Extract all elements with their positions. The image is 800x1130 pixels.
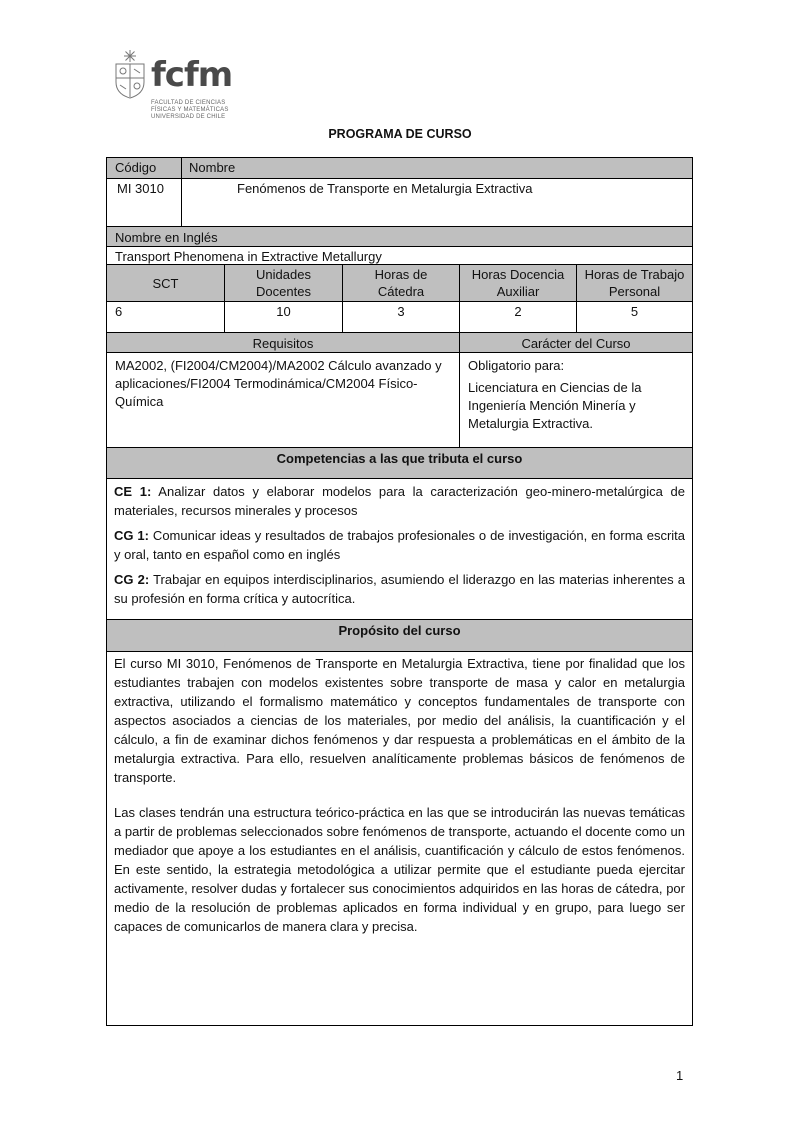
- character-box: [459, 353, 692, 447]
- code-name-row: [107, 178, 692, 226]
- horas-personal-value: 5: [576, 302, 692, 332]
- course-code: MI 3010: [117, 181, 164, 196]
- page-number: 1: [676, 1068, 684, 1083]
- requirements-text: MA2002, (FI2004/CM2004)/MA2002 Cálculo avanzado y aplicaciones/FI2004 Termodinámica/CM2004 Físico-Química: [115, 358, 442, 409]
- character-line1: Obligatorio para:: [468, 358, 565, 373]
- credits-header-row: [107, 264, 692, 301]
- competencias-label: Competencias a las que tributa el curso: [276, 451, 523, 466]
- proposito-paragraph-2: Las clases tendrán una estructura teórico-práctica en las que se introducirán las nuevas temáticas a partir de problemas seleccionados sobre fenómenos de transporte, actuando el docente como un mediador que apoye a los estudiantes en el análisis, cuantificación y cálculo de estos fenómenos. En este sentido, la estrategia metodológica a utilizar permite que el estudiante pueda ejercitar activamente, resolver dudas y fortalecer sus conocimientos adquiridos en las horas de cátedra, por medio de la resolución de problemas aplicados en forma individual y en grupo, para luego ser capaces de comunicarlos de manera clara y precisa.: [114, 805, 685, 934]
- logo-subtitle: FACULTAD DE CIENCIAS FÍSICAS Y MATEMÁTICAS UNIVERSIDAD DE CHILE: [151, 100, 229, 120]
- english-name-label: Nombre en Inglés: [115, 230, 218, 245]
- proposito-paragraph-1: El curso MI 3010, Fenómenos de Transporte en Metalurgia Extractiva, tiene por finalidad que los estudiantes trabajen con modelos existentes sobre transporte de masa y calor en metalurgia extractiva, utilizando el formalismo matemático y conceptos fundamentales de transporte con aspectos asociados a ciencias de los materiales, por medio del análisis, la cuantificación y el cálculo, a fin de examinar dichos fenómenos y dar respuesta a problemáticas en el ámbito de la metalurgia extractiva. Para ello, resuelven analíticamente problemas básicos de fenómenos de transporte.: [114, 656, 685, 785]
- horas-catedra-value: 3: [342, 302, 459, 332]
- document-title: PROGRAMA DE CURSO: [328, 127, 472, 141]
- horas-personal-header: Horas de Trabajo Personal: [576, 265, 692, 301]
- unidades-docentes-header: Unidades Docentes: [224, 265, 342, 301]
- proposito-header-row: [107, 619, 692, 651]
- competencias-header-row: [107, 447, 692, 478]
- character-label: Carácter del Curso: [459, 333, 692, 352]
- name-label: Nombre: [189, 160, 236, 175]
- proposito-body: [107, 651, 692, 1025]
- english-name-row: [107, 246, 692, 264]
- competencia-ce1: CE 1: Analizar datos y elaborar modelos para la caracterización geo-minero-metalúrgica de materiales, recursos minerales y procesos: [114, 484, 686, 518]
- requirements-header-row: [107, 332, 692, 352]
- horas-catedra-header: Horas de Cátedra: [342, 265, 459, 301]
- university-seal-icon: [113, 48, 147, 100]
- english-name-header-row: [107, 226, 692, 246]
- logo-wordmark: fcfm: [151, 55, 233, 95]
- requirements-row: [107, 352, 692, 447]
- proposito-label: Propósito del curso: [338, 623, 461, 638]
- competencia-cg2: CG 2: Trabajar en equipos interdisciplinarios, asumiendo el liderazgo en las materias inherentes a su profesión en forma crítica y autocrítica.: [114, 572, 686, 606]
- english-name: Transport Phenomena in Extractive Metallurgy: [115, 249, 382, 264]
- horas-auxiliar-header: Horas Docencia Auxiliar: [459, 265, 576, 301]
- course-name: Fenómenos de Transporte en Metalurgia Extractiva: [237, 181, 533, 196]
- requirements-label: Requisitos: [252, 336, 314, 351]
- course-program-table: [106, 157, 693, 1026]
- code-name-header-row: [107, 158, 692, 178]
- unidades-docentes-value: 10: [224, 302, 342, 332]
- horas-auxiliar-value: 2: [459, 302, 576, 332]
- sct-value: 6: [115, 304, 123, 319]
- character-line2: Licenciatura en Ciencias de la Ingeniería Mención Minería y Metalurgia Extractiva.: [468, 380, 642, 431]
- credits-values-row: [107, 301, 692, 332]
- code-label: Código: [115, 160, 157, 175]
- competencia-cg1: CG 1: Comunicar ideas y resultados de trabajos profesionales o de investigación, en forma escrita y oral, tanto en español como en inglés: [114, 528, 686, 562]
- competencias-body: [107, 478, 692, 619]
- sct-header: SCT: [152, 276, 179, 291]
- fcfm-logo: [113, 44, 243, 130]
